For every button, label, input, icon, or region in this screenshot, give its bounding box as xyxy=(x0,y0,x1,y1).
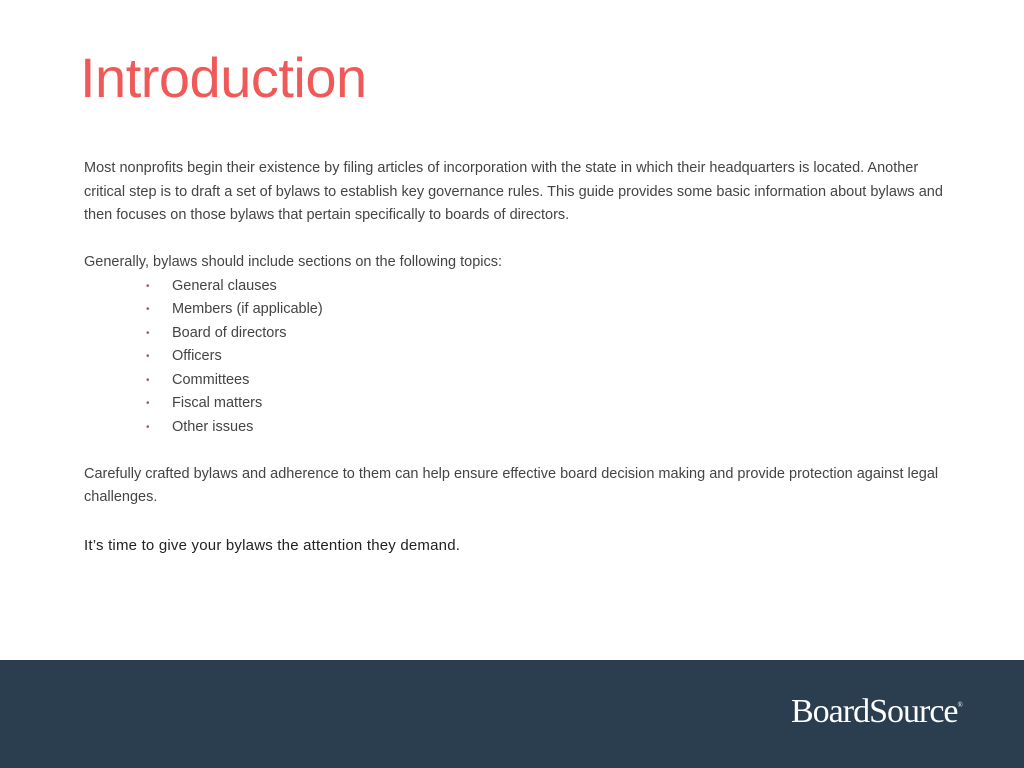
intro-paragraph: Most nonprofits begin their existence by filing articles of incorporation with the state in which their headquarters is located. Another critical step is to draft a set of bylaws to establish key governance rules. This guide provides some basic information about bylaws and then focuses on those bylaws that pertain specifically to boards of directors. xyxy=(84,160,943,223)
bullet-icon: • xyxy=(146,327,150,339)
topics-intro: Generally, bylaws should include sections on the following topics: xyxy=(84,254,503,270)
bullet-icon: • xyxy=(146,280,150,292)
bullet-icon: • xyxy=(146,304,150,315)
list-item: • General clauses xyxy=(84,275,954,299)
list-item: • Officers xyxy=(84,345,954,369)
topics-list xyxy=(84,275,954,440)
intro-body xyxy=(84,157,954,557)
list-item: • Board of directors xyxy=(84,322,954,346)
closing-paragraph: Carefully crafted bylaws and adherence to them can help ensure effective board decision making and provide protection against legal challenges. xyxy=(84,465,939,505)
boardsource-logo: BoardSource® xyxy=(791,693,963,730)
bullet-icon: • xyxy=(146,398,150,409)
call-to-action: It’s time to give your bylaws the attention they demand. xyxy=(84,536,461,554)
list-item: • Fiscal matters xyxy=(84,392,954,416)
bullet-icon: • xyxy=(146,421,150,433)
bullet-icon: • xyxy=(146,374,150,386)
list-item: • Committees xyxy=(84,369,954,393)
list-item: • Other issues xyxy=(84,416,954,440)
registered-mark: ® xyxy=(957,701,963,709)
bullet-icon: • xyxy=(146,351,150,362)
page-title: Introduction xyxy=(80,46,367,109)
list-item: • Members (if applicable) xyxy=(84,298,954,322)
